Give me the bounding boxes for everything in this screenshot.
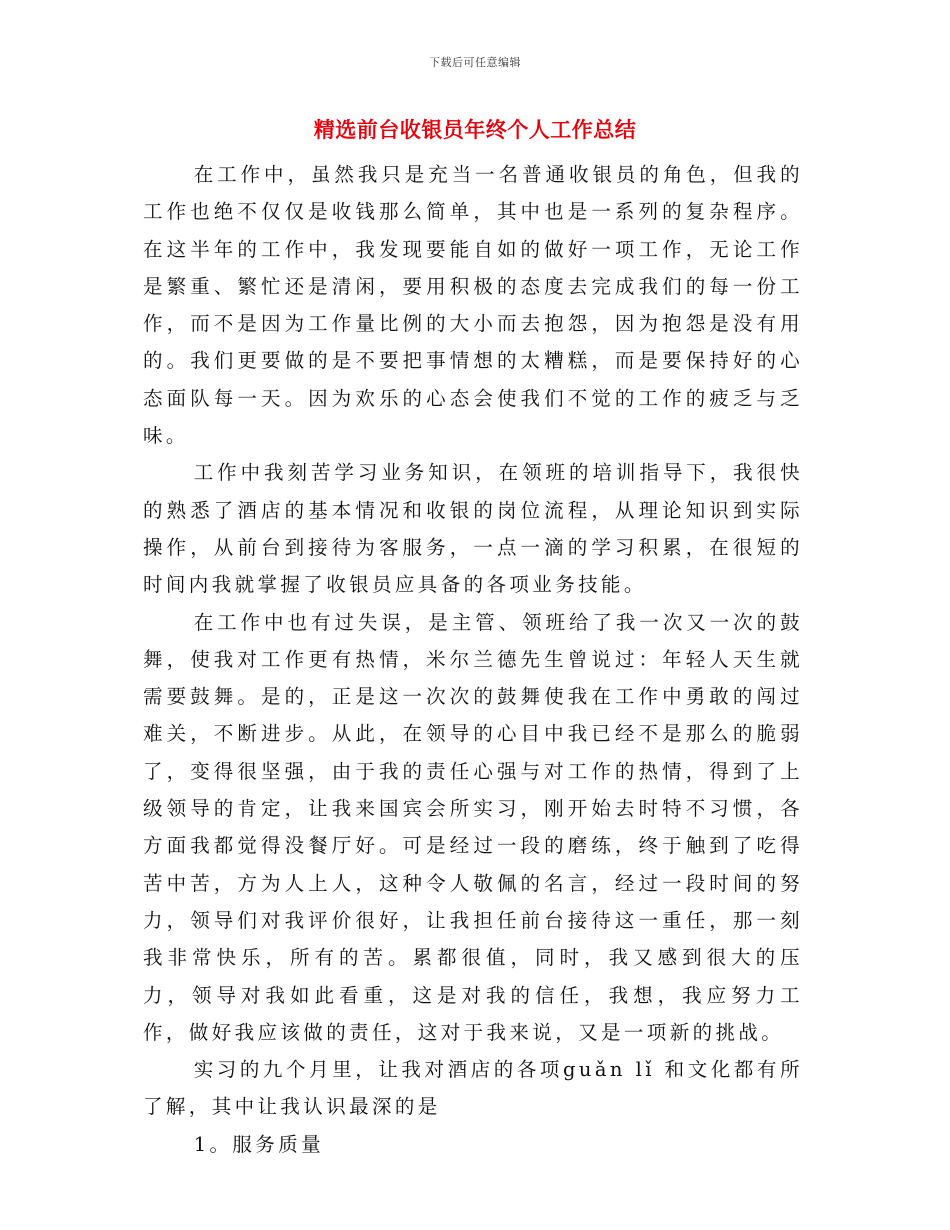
header-note: 下载后可任意编辑: [429, 56, 521, 69]
paragraph-work-attitude: 在工作中，虽然我只是充当一名普通收银员的角色，但我的工作也绝不仅仅是收钱那么简单，其中也是一系列的复杂程序。在这半年的工作中，我发现要能自如的做好一项工作，无论工作是繁重、繁忙还是清闲，要用积极的态度去完成我们的每一份工作，而不是因为工作量比例的大小而去抱怨，因为抱怨是没有用的。我们更要做的是不要把事情想的太糟糕，而是要保持好的心态面队每一天。因为欢乐的心态会使我们不觉的工作的疲乏与乏味。: [143, 163, 803, 448]
list-item-service-quality: 1。服务质量: [193, 1132, 324, 1156]
document-title: 精选前台收银员年终个人工作总结: [313, 118, 637, 142]
paragraph-learning: 工作中我刻苦学习业务知识，在领班的培训指导下，我很快的熟悉了酒店的基本情况和收银的岗位流程，从理论知识到实际操作，从前台到接待为客服务，一点一滴的学习积累，在很短的时间内我就掌握了收银员应具备的各项业务技能。: [143, 461, 803, 597]
paragraph-encouragement: 在工作中也有过失误，是主管、领班给了我一次又一次的鼓舞，使我对工作更有热情，米尔兰德先生曾说过：年轻人天生就需要鼓舞。是的，正是这一次次的鼓舞使我在工作中勇敢的闯过难关，不断进步。从此，在领导的心目中我已经不是那么的脆弱了，变得很坚强，由于我的责任心强与对工作的热情，得到了上级领导的肯定，让我来国宾会所实习，刚开始去时特不习惯，各方面我都觉得没餐厅好。可是经过一段的磨练，终于触到了吃得苦中苦，方为人上人，这种令人敬佩的名言，经过一段时间的努力，领导们对我评价很好，让我担任前台接待这一重任，那一刻我非常快乐，所有的苦。累都很值，同时，我又感到很大的压力，领导对我如此看重，这是对我的信任，我想，我应努力工作，做好我应该做的责任，这对于我来说，又是一项新的挑战。: [143, 610, 803, 1044]
paragraph-internship: 实习的九个月里，让我对酒店的各项guǎn lǐ 和文化都有所了解，其中让我认识最深的是: [143, 1058, 803, 1119]
document-body: [143, 156, 803, 1163]
